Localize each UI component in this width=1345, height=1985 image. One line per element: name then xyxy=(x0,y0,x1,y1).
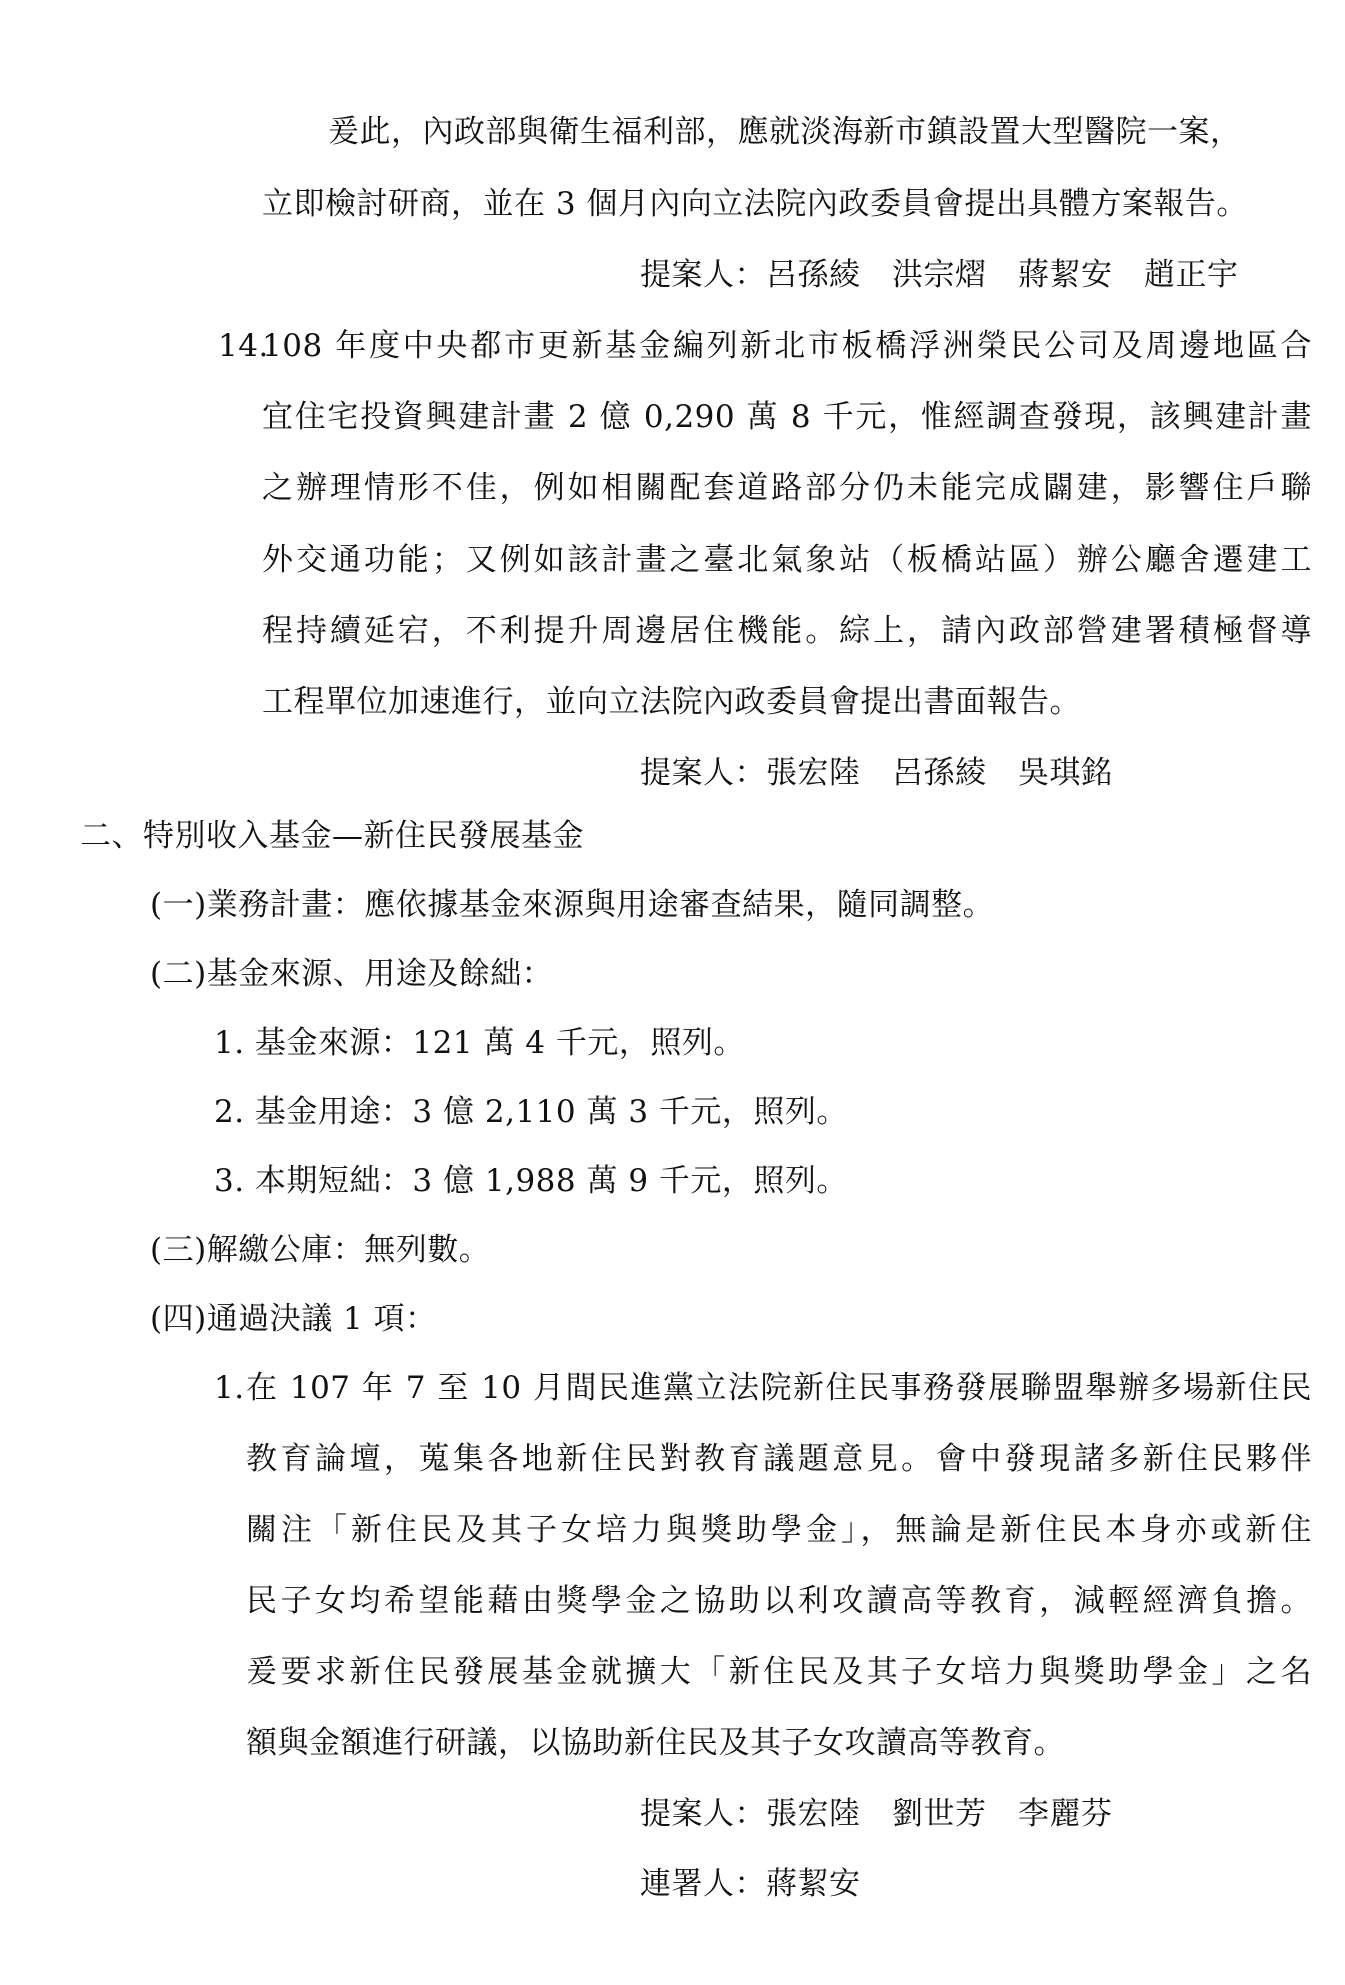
item14-line-6: 工程單位加速進行，並向立法院內政委員會提出書面報告。 xyxy=(262,684,1081,720)
item14-line-3: 之辦理情形不佳，例如相關配套道路部分仍未能完成闢建，影響住戶聯 xyxy=(262,470,1312,506)
resolution-line-6: 額與金額進行研議，以協助新住民及其子女攻讀高等教育。 xyxy=(246,1725,1065,1761)
resolution-proposers: 提案人：張宏陸 劉世芳 李麗芬 xyxy=(640,1796,1113,1832)
item14-line-4: 外交通功能；又例如該計畫之臺北氣象站（板橋站區）辦公廳舍遷建工 xyxy=(262,542,1312,578)
item14-line-2: 宜住宅投資興建計畫 2 億 0,290 萬 8 千元，惟經調查發現，該興建計畫 xyxy=(262,399,1312,435)
item14-line-5: 程持續延宕，不利提升周邊居住機能。綜上，請內政部營建署積極督導 xyxy=(262,613,1312,649)
section2-sub2: (二)基金來源、用途及餘絀： xyxy=(150,956,554,992)
resolution-line-1: 在 107 年 7 至 10 月間民進黨立法院新住民事務發展聯盟舉辦多場新住民 xyxy=(246,1370,1312,1406)
resolution-number: 1. xyxy=(214,1370,245,1406)
section2-heading: 二、特別收入基金—新住民發展基金 xyxy=(80,818,584,854)
resolution-line-3: 關注「新住民及其子女培力與獎助學金」，無論是新住民本身亦或新住 xyxy=(246,1512,1312,1548)
item14-number: 14. xyxy=(218,328,269,364)
item13-proposers: 提案人：呂孫綾 洪宗熠 蔣絜安 趙正宇 xyxy=(640,257,1239,293)
section2-sub4: (四)通過決議 1 項： xyxy=(150,1301,437,1337)
item13-line-1: 爰此，內政部與衛生福利部，應就淡海新市鎮設置大型醫院一案， xyxy=(328,114,1242,150)
section2-sub1: (一)業務計畫：應依據基金來源與用途審查結果，隨同調整。 xyxy=(150,887,995,923)
resolution-line-5: 爰要求新住民發展基金就擴大「新住民及其子女培力與獎助學金」之名 xyxy=(246,1654,1312,1690)
item14-line-1: 108 年度中央都市更新基金編列新北市板橋浮洲榮民公司及周邊地區合 xyxy=(262,328,1312,364)
resolution-line-2: 教育論壇，蒐集各地新住民對教育議題意見。會中發現諸多新住民夥伴 xyxy=(246,1441,1312,1477)
section2-sub3: (三)解繳公庫：無列數。 xyxy=(150,1232,491,1268)
fund-source-item: 1. 基金來源：121 萬 4 千元，照列。 xyxy=(214,1025,745,1061)
item13-line-2: 立即檢討研商，並在 3 個月內向立法院內政委員會提出具體方案報告。 xyxy=(262,186,1248,222)
fund-use-item: 2. 基金用途：3 億 2,110 萬 3 千元，照列。 xyxy=(214,1094,848,1130)
period-deficit-item: 3. 本期短絀：3 億 1,988 萬 9 千元，照列。 xyxy=(214,1163,848,1199)
resolution-cosigners: 連署人：蔣絜安 xyxy=(640,1866,861,1902)
resolution-line-4: 民子女均希望能藉由獎學金之協助以利攻讀高等教育，減輕經濟負擔。 xyxy=(246,1583,1312,1619)
item14-proposers: 提案人：張宏陸 呂孫綾 吳琪銘 xyxy=(640,755,1113,791)
